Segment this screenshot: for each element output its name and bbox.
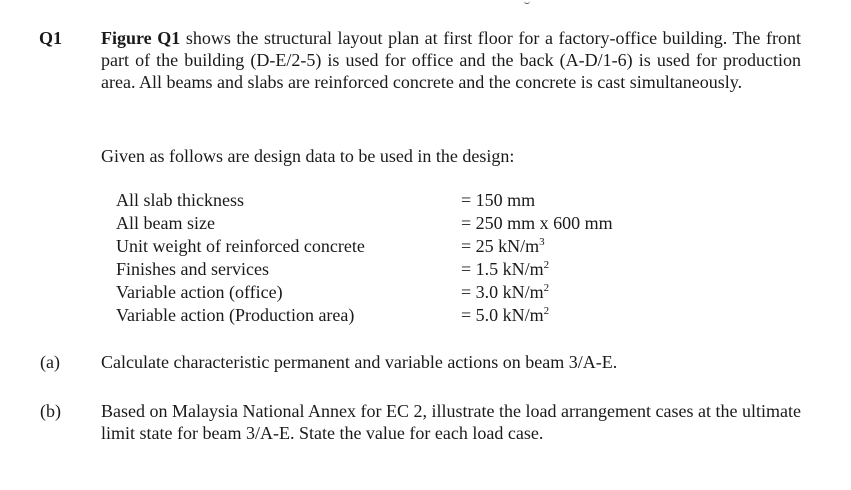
unit-exponent: 2 xyxy=(543,282,550,294)
given-data-intro: Given as follows are design data to be used in the design: xyxy=(101,146,515,166)
intro-text: shows the structural layout plan at first floor for a factory-office building. The front part of the building (D-E/2-5) is used for office and the back (A-D/1-6) is used for production area. All beams and slabs are reinforced concrete and the concrete is cast simultaneously. xyxy=(101,28,801,92)
design-data-value: = 3.0 $kN/m^2$ xyxy=(461,282,550,302)
unit-exponent: 2 xyxy=(543,305,550,317)
part-a-label: (a) xyxy=(40,352,60,372)
design-data-row xyxy=(116,258,613,281)
design-data-table xyxy=(116,189,613,327)
question-intro-paragraph xyxy=(101,27,801,93)
part-a-text: Calculate characteristic permanent and variable actions on beam 3/A-E. xyxy=(101,352,618,372)
design-data-label: Variable action (office) xyxy=(116,282,283,302)
question-number: Q1 xyxy=(39,28,63,48)
design-data-label: All slab thickness xyxy=(116,190,244,210)
unit-exponent: 3 xyxy=(539,236,545,248)
part-b-text: Based on Malaysia National Annex for EC 2, illustrate the load arrangement cases at the ultimate limit state for beam 3/A-E. State the value for each load case. xyxy=(101,401,801,443)
design-data-value: = 5.0 $kN/m^2$ xyxy=(461,305,550,325)
design-data-row xyxy=(116,235,613,258)
cropped-glyph-fragment xyxy=(524,0,530,4)
design-data-row xyxy=(116,281,613,304)
figure-reference: Figure Q1 xyxy=(101,28,181,48)
design-data-value: = 250 mm x 600 mm xyxy=(461,213,613,233)
design-data-label: Variable action (Production area) xyxy=(116,305,355,325)
top-edge-fragment xyxy=(0,0,851,4)
unit-exponent: 2 xyxy=(543,259,550,271)
design-data-value: = 25 $kN/m^3$ xyxy=(461,236,545,256)
design-data-label: All beam size xyxy=(116,213,215,233)
design-data-value: = 1.5 $kN/m^2$ xyxy=(461,259,550,279)
design-data-row xyxy=(116,212,613,235)
design-data-row xyxy=(116,304,613,327)
design-data-row xyxy=(116,189,613,212)
design-data-value: = 150 mm xyxy=(461,190,536,210)
design-data-label: Finishes and services xyxy=(116,259,269,279)
design-data-label: Unit weight of reinforced concrete xyxy=(116,236,365,256)
part-b-label: (b) xyxy=(40,401,61,421)
